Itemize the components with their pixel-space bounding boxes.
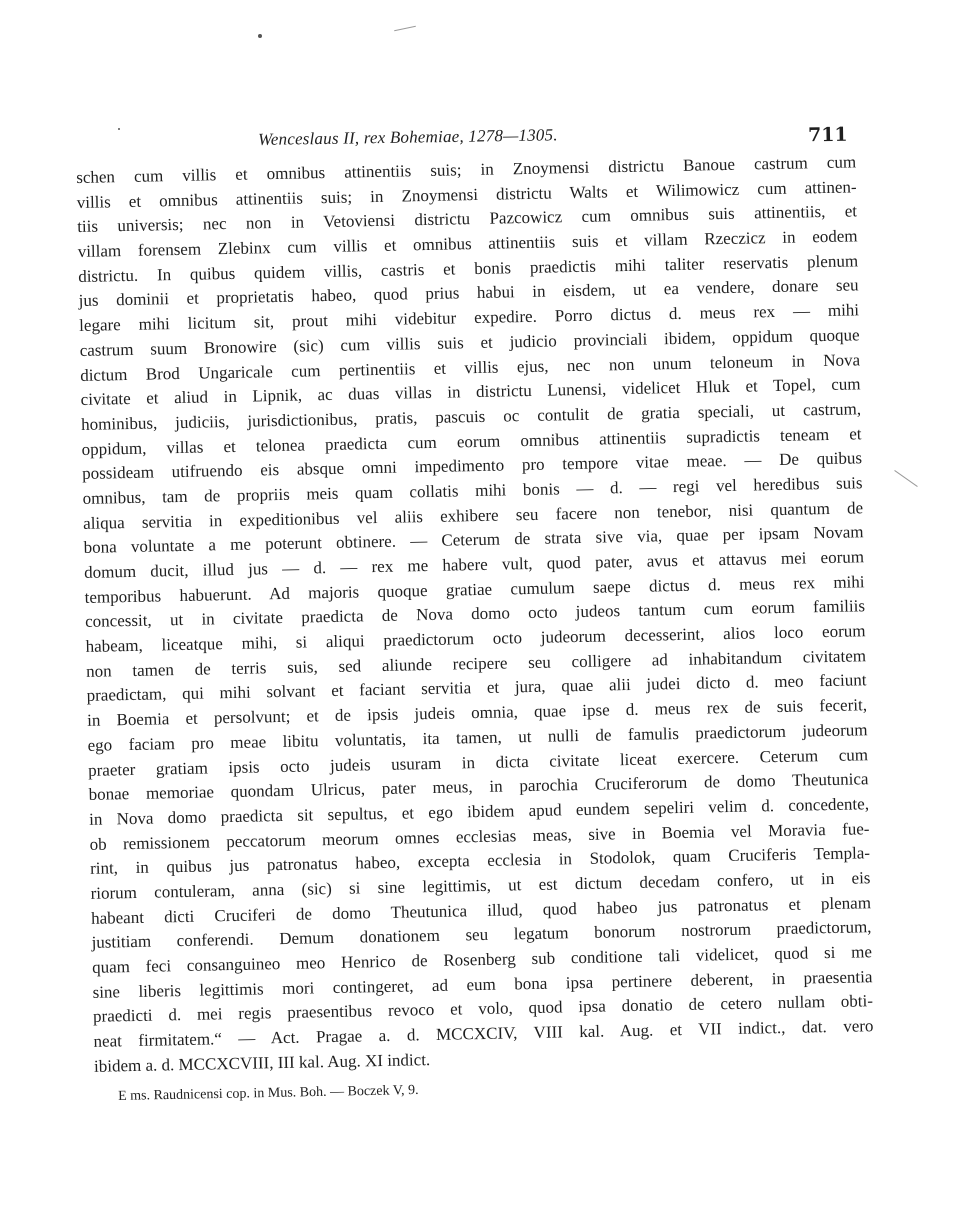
text-line: quam feci consanguineo meo Henrico de Rosenberg sub conditione tali videlicet, quod si me	[91, 942, 873, 977]
text-line: concessit, ut in civitate praedicta de Nova domo octo judeos tantum cum eorum familiis	[84, 596, 866, 632]
text-line: dictum Brod Ungaricale cum pertinentiis et villis ejus, nec non unum teloneum in Nova	[80, 349, 861, 385]
text-line: ibidem a. d. MCCXCVIII, III kal. Aug. XI indict.	[93, 1049, 431, 1076]
text-line: legare mihi licitum sit, prout mihi videbitur expedire. Porro dictus d. meus rex — mihi	[79, 300, 860, 336]
text-line: tiis universis; nec non in Vetoviensi districtu Pazcowicz cum omnibus suis attinentiis, et	[77, 201, 858, 237]
text-line: praeter gratiam ipsis octo judeis usuram in dicta civitate liceat exercere. Ceterum cum	[87, 744, 869, 780]
text-line: in Nova domo praedicta sit sepultus, et ego ibidem apud eundem sepeliri velim d. concedente,	[88, 794, 870, 829]
running-title: Wenceslaus II, rex Bohemiae, 1278—1305.	[257, 125, 558, 149]
text-line: riorum contuleram, anna (sic) si sine legittimis, ut est dictum decedam confero, ut in eis	[90, 868, 871, 903]
text-line: oppidum, villas et telonea praedicta cum eorum omnibus attinentiis supradictis teneam et	[81, 423, 862, 459]
page-number: 711	[807, 123, 848, 147]
text-line: districtu. In quibus quidem villis, castris et bonis praedictis mihi taliter reservatis plenum	[78, 251, 859, 286]
text-line: castrum suum Bronowire (sic) cum villis suis et judicio provinciali ibidem, oppidum quoque	[79, 325, 860, 360]
text-line: habeant dicti Cruciferi de domo Theutunica illud, quod habeo jus patronatus et plenam	[90, 892, 872, 928]
text-line: temporibus habuerunt. Ad majoris quoque gratiae cumulum saepe dictus d. meus rex mihi	[84, 571, 865, 607]
text-line: possideam utifruendo eis absque omni impedimento pro tempore vitae meae. — De quibus	[81, 448, 863, 484]
text-line: jus dominii et proprietatis habeo, quod prius habui in eisdem, ut ea vendere, donare seu	[78, 275, 859, 311]
scan-mark	[894, 470, 918, 487]
text-line: civitate et aliud in Lipnik, ac duas villas in districtu Lunensi, videlicet Hluk et Topel, cum	[80, 374, 861, 410]
text-line: schen cum villis et omnibus attinentiis suis; in Znoymensi districtu Banoue castrum cum	[76, 152, 857, 187]
text-line: neat firmitatem.“ — Act. Pragae a. d. MCCXCIV, VIII kal. Aug. et VII indict., dat. vero	[93, 1016, 874, 1051]
source-footnote: E ms. Raudnicensi cop. in Mus. Boh. — Boczek V, 9.	[118, 1082, 419, 1104]
text-line: ob remissionem peccatorum meorum omnes ecclesias meas, sive in Boemia vel Moravia fue-	[89, 818, 870, 854]
text-line: habeam, liceatque mihi, si aliqui praedictorum octo judeorum decesserint, alios loco eorum	[85, 621, 866, 656]
text-line: omnibus, tam de propriis meis quam collatis mihi bonis — d. — regi vel heredibus suis	[82, 473, 863, 508]
text-line: villis et omnibus attinentiis suis; in Znoymensi districtu Walts et Wilimowicz cum attinen-	[76, 177, 857, 212]
text-line: ego faciam pro meae libitu voluntatis, ita tamen, ut nulli de famulis praedictorum judeorum	[87, 720, 868, 755]
text-line: bonae memoriae quondam Ulricus, pater meus, in parochia Cruciferorum de domo Theutunica	[88, 769, 869, 805]
text-line: praedicti d. mei regis praesentibus revoco et volo, quod ipsa donatio de cetero nullam obti-	[92, 991, 874, 1027]
text-line: in Boemia et persolvunt; et de ipsis judeis omnia, quae ipse d. meus rex de suis fecerit,	[86, 695, 868, 731]
text-line: praedictam, qui mihi solvant et faciant servitia et jura, quae alii judei dicto d. meo faciunt	[86, 670, 867, 706]
text-line: sine liberis legittimis mori contingeret, ad eum bona ipsa pertinere deberent, in praesentia	[92, 966, 873, 1002]
body-text	[76, 150, 874, 1079]
scan-mark	[394, 26, 416, 32]
text-line: domum ducit, illud jus — d. — rex me habere vult, quod pater, avus et attavus mei eorum	[83, 547, 865, 582]
text-line: bona voluntate a me poterunt obtinere. — Ceterum de strata sive via, quae per ipsam Novam	[83, 522, 864, 558]
text-line: hominibus, judiciis, jurisdictionibus, pratis, pascuis oc contulit de gratia speciali, ut castrum,	[80, 399, 862, 434]
page-header	[0, 124, 960, 154]
scan-speck	[258, 34, 262, 38]
text-line: aliqua servitia in expeditionibus vel aliis exhibere seu facere non tenebor, nisi quantum de	[82, 497, 864, 533]
text-line: non tamen de terris suis, sed aliunde recipere seu colligere ad inhabitandum civitatem	[85, 645, 867, 681]
text-line: villam forensem Zlebinx cum villis et omnibus attinentiis suis et villam Rzeczicz in eodem	[77, 226, 858, 262]
text-line: rint, in quibus jus patronatus habeo, excepta ecclesia in Stodolok, quam Cruciferis Templa-	[89, 843, 871, 879]
text-line: justitiam conferendi. Demum donationem seu legatum bonorum nostrorum praedictorum,	[91, 917, 872, 953]
